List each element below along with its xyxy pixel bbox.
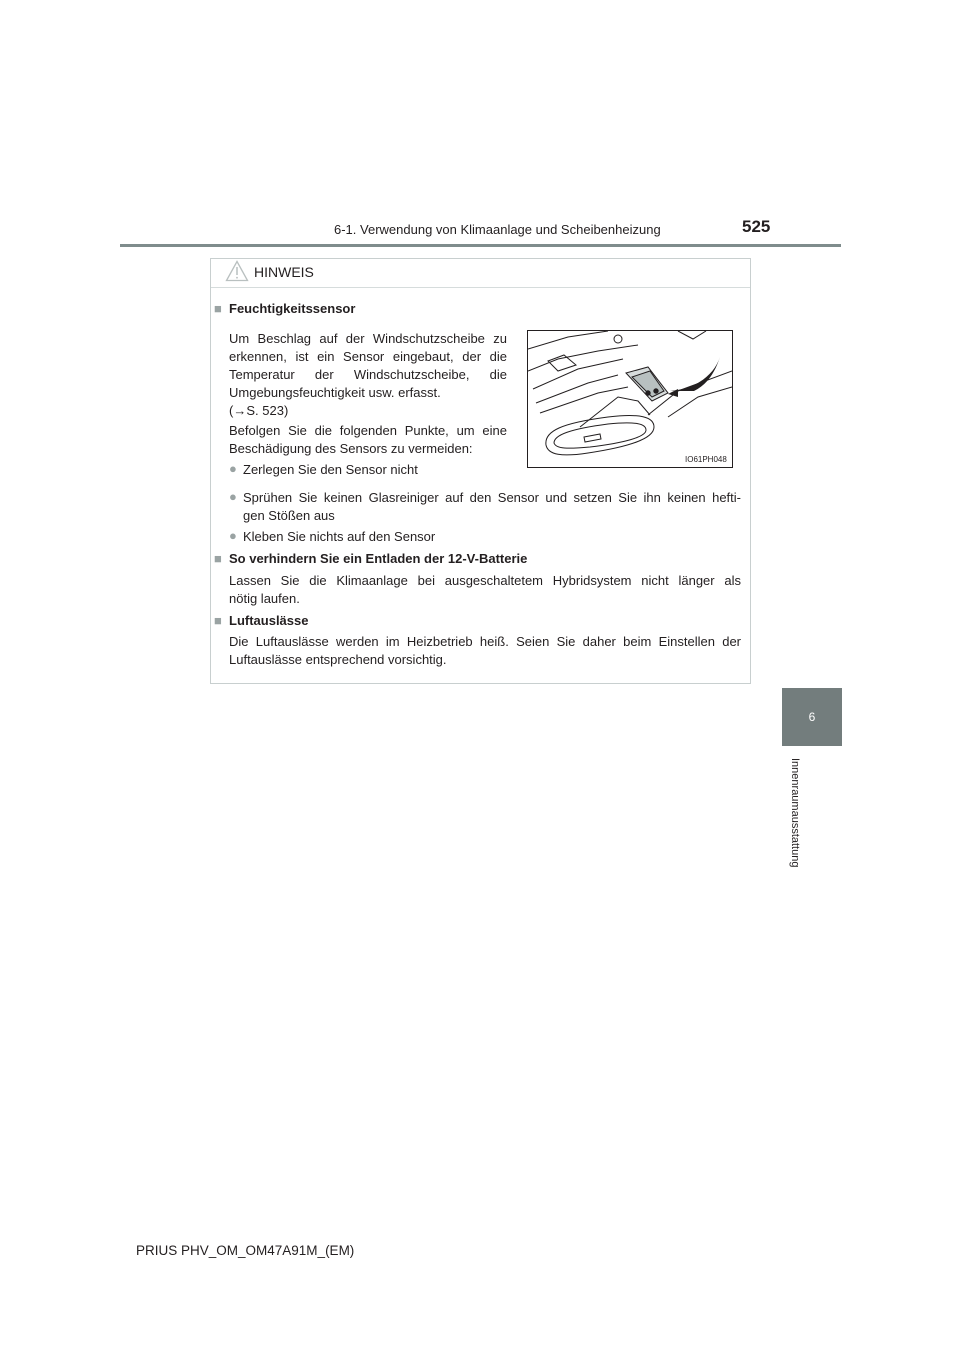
chapter-tab-number: 6 bbox=[808, 710, 816, 724]
page-reference: (→S. 523) bbox=[229, 403, 289, 418]
sensor-drawing bbox=[528, 331, 732, 467]
round-bullet-icon: ● bbox=[229, 489, 237, 504]
bullet-text: Sprühen Sie keinen Glasreiniger auf den Sensor und setzen Sie ihn keinen hefti- bbox=[243, 490, 741, 505]
paragraph-line: Die Luftauslässe werden im Heizbetrieb heiß. Seien Sie daher beim Einstellen der bbox=[229, 634, 741, 649]
page-number: 525 bbox=[742, 217, 771, 236]
document-id: PRIUS PHV_OM_OM47A91M_(EM) bbox=[136, 1243, 355, 1258]
paragraph-line: erkennen, ist ein Sensor eingebaut, der die bbox=[229, 349, 507, 364]
header-rule bbox=[120, 244, 841, 247]
square-bullet-icon: ■ bbox=[214, 301, 222, 316]
page-reference-text: S. 523 bbox=[246, 403, 284, 418]
chapter-tab bbox=[782, 688, 842, 746]
round-bullet-icon: ● bbox=[229, 528, 237, 543]
paragraph-line: Befolgen Sie die folgenden Punkte, um eine bbox=[229, 423, 507, 438]
notice-heading: HINWEIS bbox=[254, 264, 314, 280]
figure-code: IO61PH048 bbox=[685, 455, 727, 464]
warning-triangle-icon bbox=[225, 260, 249, 282]
arrow-icon: → bbox=[233, 403, 247, 418]
section-heading: Luftauslässe bbox=[229, 613, 309, 628]
bullet-text: gen Stößen aus bbox=[243, 508, 335, 523]
bullet-text: Zerlegen Sie den Sensor nicht bbox=[243, 462, 418, 477]
paragraph-line: Beschädigung des Sensors zu vermeiden: bbox=[229, 441, 473, 456]
square-bullet-icon: ■ bbox=[214, 551, 222, 566]
paragraph-line: Temperatur der Windschutzscheibe, die bbox=[229, 367, 507, 382]
paragraph-line: Lassen Sie die Klimaanlage bei ausgeschaltetem Hybridsystem nicht länger als bbox=[229, 573, 741, 588]
paragraph-line: Um Beschlag auf der Windschutzscheibe zu bbox=[229, 331, 507, 346]
round-bullet-icon: ● bbox=[229, 461, 237, 476]
sensor-illustration bbox=[527, 330, 733, 468]
chapter-title: 6-1. Verwendung von Klimaanlage und Scheibenheizung bbox=[334, 222, 661, 237]
chapter-side-label bbox=[787, 758, 807, 888]
chapter-side-label-text: Innenraumausstattung bbox=[789, 758, 801, 868]
section-heading: So verhindern Sie ein Entladen der 12-V-Batterie bbox=[229, 551, 528, 566]
section-heading: Feuchtigkeitssensor bbox=[229, 301, 356, 316]
square-bullet-icon: ■ bbox=[214, 613, 222, 628]
paragraph-line: Umgebungsfeuchtigkeit usw. erfasst. bbox=[229, 385, 441, 400]
paragraph-line: nötig laufen. bbox=[229, 591, 300, 606]
bullet-text: Kleben Sie nichts auf den Sensor bbox=[243, 529, 436, 544]
paragraph-line: Luftauslässe entsprechend vorsichtig. bbox=[229, 652, 447, 667]
